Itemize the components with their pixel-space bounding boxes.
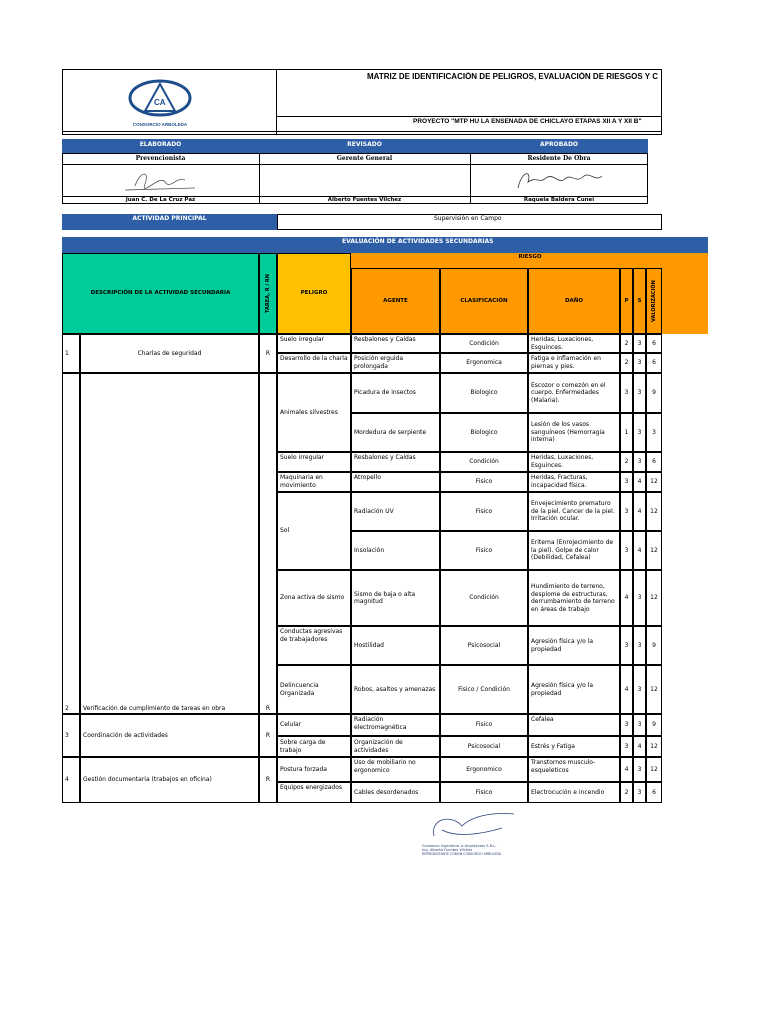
risk-agente: Hostilidad [354, 641, 384, 649]
risk-p-cell [620, 452, 633, 472]
peligro-cell [277, 472, 351, 492]
risk-dano: Transtornos musculo-esqueleticos [531, 759, 596, 774]
risk-dano: Envejecimiento prematuro de la piel. Cancer de la piel. Irritación ocular. [531, 500, 615, 523]
risk-p: 3 [624, 546, 629, 554]
peligro-text: Sobre carga de trabajo [280, 739, 326, 754]
peligro-cell [277, 714, 351, 736]
risk-p-cell [620, 736, 633, 757]
risk-clasif-cell [440, 492, 528, 531]
peligro-text: Sol [280, 527, 290, 535]
peligro-cell [277, 736, 351, 757]
risk-clasif-cell [440, 665, 528, 714]
peligro-cell [277, 626, 351, 665]
risk-clasif: Condición [469, 339, 499, 347]
consorcio-logo [115, 78, 205, 128]
risk-dano-cell [528, 665, 620, 714]
risk-v: 9 [652, 389, 656, 397]
activity-num: 4 [65, 776, 69, 784]
risk-v-cell [646, 736, 662, 757]
risk-s-cell [633, 413, 646, 452]
risk-p-cell [620, 492, 633, 531]
risk-agente-cell [351, 757, 440, 782]
activity-value: Supervisión en Campo [434, 215, 502, 222]
risk-agente: Sismo de baja o alta magnitud [354, 590, 416, 605]
col-s-header [633, 268, 646, 334]
risk-v: 12 [650, 594, 658, 602]
risk-s-cell [633, 570, 646, 626]
risk-clasif-cell [440, 452, 528, 472]
risk-clasif-cell [440, 570, 528, 626]
risk-clasif: Psicosocial [467, 641, 501, 649]
risk-clasif: Fisico [475, 478, 493, 486]
risk-clasif-cell [440, 472, 528, 492]
activity-num: 2 [65, 704, 69, 712]
risk-dano: Escozor o comezón en el cuerpo. Enfermedades (Malaria). [531, 381, 606, 404]
risk-agente-cell [351, 626, 440, 665]
risk-agente-cell [351, 492, 440, 531]
risk-clasif-cell [440, 757, 528, 782]
risk-v: 9 [652, 721, 656, 729]
risk-p: 4 [624, 594, 629, 602]
risk-p-cell [620, 714, 633, 736]
peligro-cell [277, 665, 351, 714]
peligro-text: Celular [280, 721, 302, 729]
revisado-role: Gerente General [336, 155, 393, 162]
risk-v-cell [646, 452, 662, 472]
risk-v-cell [646, 353, 662, 373]
col-p-label: P [624, 297, 629, 304]
risk-clasif: Fisico [475, 721, 493, 729]
stamp-line-2: Ing. Alberto Fuentes Vilchez [422, 848, 473, 852]
risk-dano-cell [528, 714, 620, 736]
risk-dano-cell [528, 626, 620, 665]
activity-desc-4 [80, 757, 259, 803]
risk-p-cell [620, 472, 633, 492]
risk-s: 3 [637, 339, 642, 347]
peligro-text: Delincuencia Organizada [280, 682, 319, 697]
risk-p: 2 [624, 458, 629, 466]
risk-v-cell [646, 472, 662, 492]
risk-dano: Agresión física y/o la propiedad [531, 638, 594, 653]
peligro-cell [277, 570, 351, 626]
risk-p: 3 [624, 721, 629, 729]
risk-clasif: Fisico [475, 788, 493, 796]
risk-s-cell [633, 334, 646, 353]
risk-v-cell [646, 782, 662, 803]
activity-tarea: R [265, 731, 271, 739]
col-peligro-header [277, 253, 351, 334]
risk-dano: Cefalea [531, 716, 554, 723]
risk-s-cell [633, 492, 646, 531]
activity-num-4 [62, 757, 80, 803]
risk-clasif: Condición [469, 458, 499, 466]
risk-agente: Cables desordenados [354, 788, 419, 796]
risk-s-cell [633, 626, 646, 665]
approvals-row-divider-1 [62, 164, 648, 165]
risk-agente-cell [351, 531, 440, 570]
risk-p: 4 [624, 685, 629, 693]
risk-dano-cell [528, 736, 620, 757]
risk-agente: Atropello [354, 474, 381, 481]
risk-agente-cell [351, 353, 440, 373]
risk-p-cell [620, 782, 633, 803]
risk-dano-cell [528, 452, 620, 472]
peligro-text: Zona activa de sismo [280, 594, 345, 602]
risk-s-cell [633, 353, 646, 373]
risk-clasif-cell [440, 413, 528, 452]
risk-v-cell [646, 334, 662, 353]
risk-agente: Resbalones y Caídas [354, 336, 416, 343]
activity-tarea-4 [259, 757, 277, 803]
risk-s-cell [633, 782, 646, 803]
activity-num: 3 [65, 731, 69, 739]
activity-desc: Verificación de cumplimiento de tareas en obra [83, 704, 226, 712]
risk-s: 3 [637, 428, 642, 436]
risk-agente: Organización de actividades [354, 739, 403, 754]
activity-tarea: R [265, 776, 271, 784]
risk-v-cell [646, 626, 662, 665]
peligro-text: Maquinaria en movimiento [280, 474, 323, 489]
risk-v-cell [646, 413, 662, 452]
risk-p: 1 [624, 428, 629, 436]
risk-v: 12 [650, 685, 658, 693]
section-title: EVALUACIÓN DE ACTIVIDADES SECUNDARIAS [62, 237, 708, 253]
risk-v-cell [646, 531, 662, 570]
risk-v: 6 [652, 339, 656, 347]
risk-p: 3 [624, 742, 629, 750]
risk-agente-cell [351, 334, 440, 353]
risk-agente: Uso de mobiliario no ergonomico [354, 759, 416, 774]
risk-agente-cell [351, 472, 440, 492]
risk-p-cell [620, 353, 633, 373]
risk-agente: Mordedura de serpiente [354, 428, 427, 436]
risk-agente: Radiación UV [354, 507, 394, 515]
peligro-cell [277, 334, 351, 353]
risk-v-cell [646, 665, 662, 714]
risk-dano-cell [528, 373, 620, 413]
peligro-cell [277, 353, 351, 373]
activity-num: 1 [65, 349, 69, 357]
col-dano-header [528, 268, 620, 334]
risk-p-cell [620, 531, 633, 570]
risk-s: 3 [637, 765, 642, 773]
risk-s: 3 [637, 458, 642, 466]
risk-agente: Insolación [354, 546, 385, 554]
risk-v-cell [646, 757, 662, 782]
activity-desc: Coordinación de actividades [83, 731, 168, 739]
risk-agente-cell [351, 570, 440, 626]
risk-p-cell [620, 570, 633, 626]
col-clasif-header [440, 268, 528, 334]
risk-v: 6 [652, 458, 656, 466]
risk-p-cell [620, 757, 633, 782]
risk-v-cell [646, 570, 662, 626]
risk-p: 3 [624, 478, 629, 486]
risk-s-cell [633, 373, 646, 413]
risk-p-cell [620, 373, 633, 413]
risk-s-cell [633, 472, 646, 492]
risk-v: 3 [652, 428, 656, 436]
stamp-line-1: Consorcio Ingenieros & Arquitectos S.R.L. [422, 844, 497, 848]
risk-clasif: Biologico [470, 389, 498, 397]
aprobado-role: Residente De Obra [527, 155, 591, 162]
risk-dano-cell [528, 757, 620, 782]
activity-tarea: R [265, 704, 271, 712]
peligro-text: Desarrollo de la charla [280, 355, 348, 362]
risk-dano: Heridas, Luxaciones, Esguinces. [531, 454, 594, 469]
risk-dano-cell [528, 472, 620, 492]
peligro-cell [277, 757, 351, 782]
risk-s-cell [633, 452, 646, 472]
aprobado-signature [510, 166, 610, 195]
peligro-cell [277, 452, 351, 472]
risk-v: 12 [650, 507, 658, 515]
risk-s: 3 [637, 788, 642, 796]
company-stamp [422, 808, 522, 860]
risk-dano: Heridas, Luxaciones, Esguinces. [531, 336, 594, 351]
revisado-header: REVISADO [259, 139, 470, 153]
risk-dano: Fatiga e inflamación en piernas y pies. [531, 355, 601, 370]
peligro-cell [277, 782, 351, 803]
risk-v: 12 [650, 546, 658, 554]
activity-desc-3 [80, 714, 259, 757]
risk-v: 9 [652, 641, 656, 649]
risk-clasif: Ergonomico [466, 765, 502, 773]
risk-agente-cell [351, 714, 440, 736]
risk-agente-cell [351, 665, 440, 714]
elaborado-header: ELABORADO [62, 139, 259, 153]
risk-clasif-cell [440, 531, 528, 570]
col-val-header: VALORIZACIÓN [646, 268, 662, 334]
risk-dano: Estrés y Fatiga [531, 742, 575, 750]
risk-clasif: Biologico [470, 428, 498, 436]
risk-clasif-cell [440, 353, 528, 373]
col-tarea-header: TAREA, R / RN [259, 253, 277, 334]
revisado-name: Alberto Fuentes Vilchez [327, 197, 402, 203]
risk-v: 6 [652, 359, 656, 367]
project-title: PROYECTO "MTP HU LA ENSENADA DE CHICLAYO ETAPAS XII A Y XII B" [413, 118, 642, 125]
risk-dano: Heridas, Fracturas, incapacidad física. [531, 474, 588, 489]
activity-num-1 [62, 334, 80, 373]
risk-clasif: Fisico [475, 546, 493, 554]
risk-s-cell [633, 757, 646, 782]
risk-p: 2 [624, 359, 629, 367]
risk-s-cell [633, 714, 646, 736]
risk-dano: Hundimiento de terreno, desplome de estructuras, derrumbamiento de terreno en áreas de trabajo [531, 583, 615, 613]
risk-s: 3 [637, 721, 642, 729]
risk-v: 6 [652, 788, 656, 796]
risk-clasif-cell [440, 736, 528, 757]
risk-clasif: Psicosocial [467, 742, 501, 750]
risk-p: 4 [624, 765, 629, 773]
risk-s-cell [633, 531, 646, 570]
risk-dano-cell [528, 570, 620, 626]
title-divider [277, 116, 662, 117]
risk-v: 12 [650, 478, 658, 486]
logo-icon [115, 78, 205, 128]
risk-dano-cell [528, 782, 620, 803]
col-desc-label: DESCRIPCIÓN DE LA ACTIVIDAD SECUNDARIA [90, 290, 231, 297]
col-agente-header [351, 268, 440, 334]
risk-p: 3 [624, 641, 629, 649]
risk-s: 4 [637, 507, 642, 515]
col-clasif-label: CLASIFICACIÓN [460, 297, 508, 304]
risk-p-cell [620, 334, 633, 353]
activity-tarea-3 [259, 714, 277, 757]
signature-icon [510, 166, 610, 195]
activity-tarea-2 [259, 373, 277, 714]
risk-agente-cell [351, 782, 440, 803]
risk-v-cell [646, 373, 662, 413]
risk-clasif: Condición [469, 594, 499, 602]
activity-num-2 [62, 373, 80, 714]
logo-letters: CA [154, 98, 166, 107]
activity-desc: Gestión documentaria (trabajos en oficina) [83, 776, 212, 784]
activity-tarea-1 [259, 334, 277, 373]
peligro-cell [277, 373, 351, 452]
risk-clasif-cell [440, 373, 528, 413]
activity-desc-1 [80, 334, 259, 373]
risk-dano: Agresión física y/o la propiedad [531, 682, 594, 697]
col-peligro-label: PELIGRO [300, 290, 328, 297]
peligro-text: Animales silvestres [280, 408, 338, 416]
risk-dano-cell [528, 334, 620, 353]
peligro-text: Postura forzada [280, 765, 327, 773]
col-dano-label: DAÑO [564, 297, 584, 304]
riesgo-label: RIESGO [518, 254, 542, 260]
risk-s: 3 [637, 359, 642, 367]
risk-clasif-cell [440, 626, 528, 665]
col-p-header [620, 268, 633, 334]
risk-s: 3 [637, 685, 642, 693]
risk-clasif-cell [440, 782, 528, 803]
risk-s-cell [633, 736, 646, 757]
risk-v: 12 [650, 765, 658, 773]
peligro-text: Equipos energizados [280, 784, 343, 791]
activity-desc-2 [80, 373, 259, 714]
risk-v-cell [646, 492, 662, 531]
risk-agente: Robos, asaltos y amenazas [354, 685, 436, 693]
risk-p: 2 [624, 339, 629, 347]
activity-tarea: R [265, 349, 271, 357]
risk-s: 4 [637, 478, 642, 486]
risk-agente: Resbalones y Caídas [354, 454, 416, 461]
col-desc-header [62, 253, 259, 334]
elaborado-role: Prevencionista [135, 155, 186, 162]
risk-s: 4 [637, 742, 642, 750]
risk-p: 3 [624, 507, 629, 515]
risk-agente-cell [351, 736, 440, 757]
risk-v-cell [646, 714, 662, 736]
peligro-text: Suelo irregular [280, 454, 325, 461]
risk-dano: Lesión de los vasos sanguíneos (Hemorragia interna) [531, 421, 605, 444]
risk-dano-cell [528, 413, 620, 452]
col-s-label: S [637, 297, 642, 304]
risk-p-cell [620, 413, 633, 452]
risk-agente: Picadura de insectos [354, 389, 416, 397]
risk-v: 12 [650, 742, 658, 750]
stamp-line-3: REPRESENTANTE COMÚN CONSORCIO ARBOLEDA [422, 852, 502, 856]
risk-p-cell [620, 665, 633, 714]
risk-clasif: Ergonomica [466, 359, 502, 367]
activity-desc: Charlas de seguridad [137, 349, 202, 357]
risk-agente-cell [351, 373, 440, 413]
risk-s: 4 [637, 546, 642, 554]
risk-agente-cell [351, 452, 440, 472]
peligro-text: Conductas agresivas de trabajadores [280, 628, 343, 643]
aprobado-header: APROBADO [470, 139, 648, 153]
risk-dano-cell [528, 353, 620, 373]
risk-p: 3 [624, 389, 629, 397]
risk-dano-cell [528, 531, 620, 570]
risk-dano: Eritema (Enrojecimiento de la piel). Golpe de calor (Debilidad, Cefalea) [531, 539, 614, 562]
peligro-text: Suelo irregular [280, 336, 325, 343]
risk-clasif-cell [440, 334, 528, 353]
risk-s: 3 [637, 389, 642, 397]
header-bottom-line [62, 131, 662, 132]
risk-p-cell [620, 626, 633, 665]
risk-s-cell [633, 665, 646, 714]
page-title: MATRIZ DE IDENTIFICACIÓN DE PELIGROS, EVALUACIÓN DE RIESGOS Y C [367, 72, 658, 81]
activity-num-3 [62, 714, 80, 757]
risk-s: 3 [637, 594, 642, 602]
risk-p: 2 [624, 788, 629, 796]
elaborado-signature [115, 166, 205, 195]
peligro-cell [277, 492, 351, 570]
activity-label: ACTIVIDAD PRINCIPAL [62, 214, 277, 230]
logo-text: CONSORCIO ARBOLEDA [132, 122, 188, 127]
risk-agente: Posición erguida prolongada [354, 355, 404, 370]
elaborado-name: Juan C. De La Cruz Paz [125, 197, 196, 203]
risk-s: 3 [637, 641, 642, 649]
risk-clasif-cell [440, 714, 528, 736]
col-agente-label: AGENTE [383, 297, 408, 304]
risk-clasif: Fisico [475, 507, 493, 515]
aprobado-name: Raquela Baldera Cunei [523, 197, 595, 203]
risk-agente: Radiación electromagnética [354, 716, 407, 731]
risk-agente-cell [351, 413, 440, 452]
risk-clasif: Fisico / Condición [458, 685, 510, 693]
risk-dano-cell [528, 492, 620, 531]
risk-dano: Electrocución e incendio [531, 788, 605, 796]
signature-icon [115, 166, 205, 195]
signature-icon [422, 808, 522, 840]
